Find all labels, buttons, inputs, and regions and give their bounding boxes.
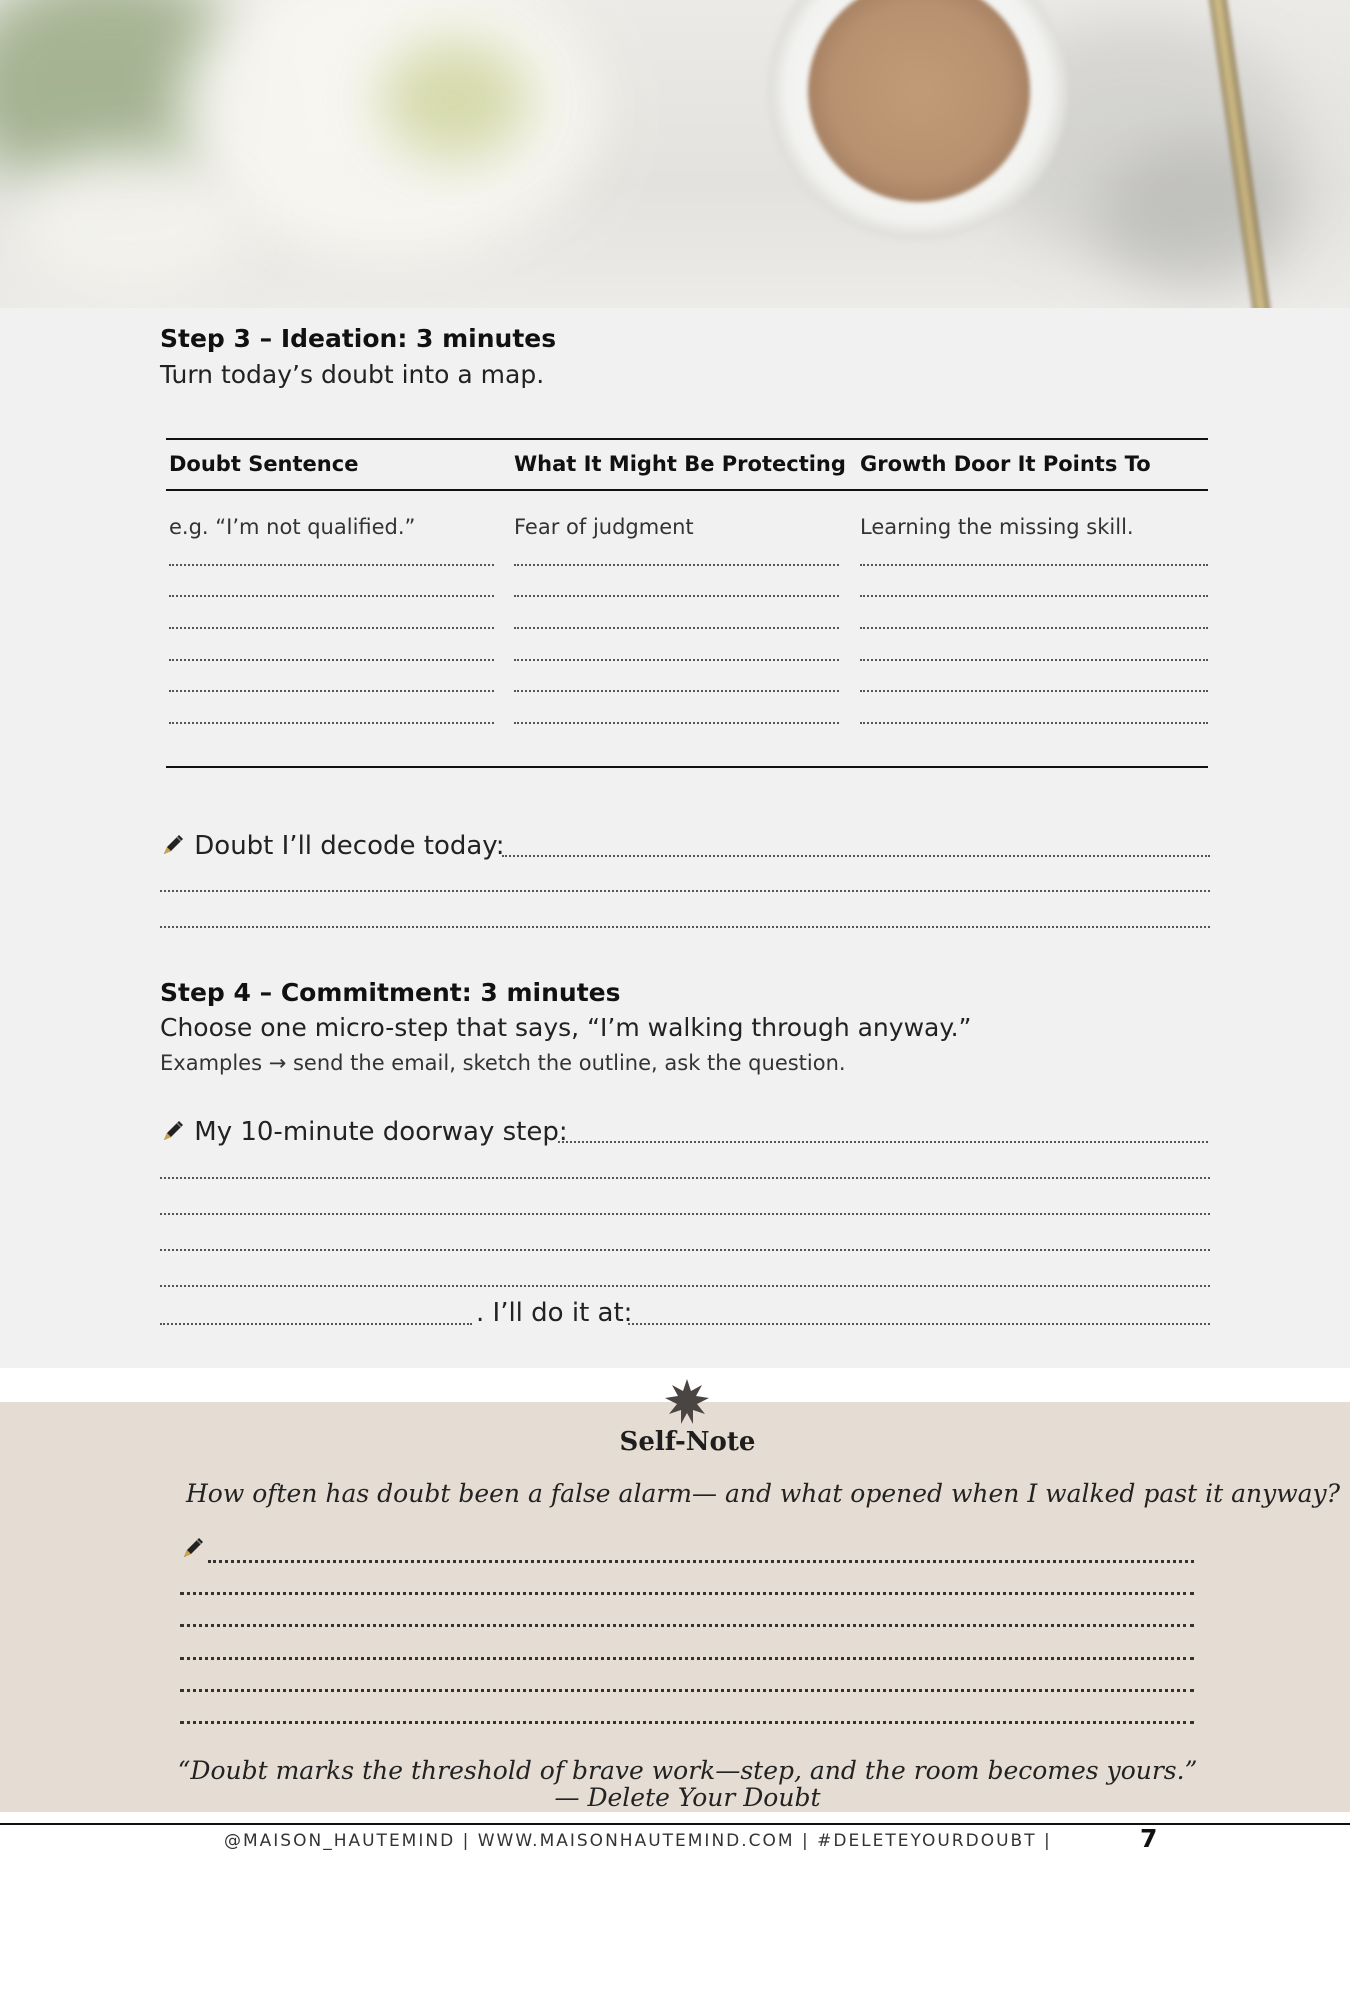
table-input-line[interactable] <box>169 595 494 597</box>
example-doubt: e.g. “I’m not qualified.” <box>169 515 416 539</box>
doorway-input-line-3[interactable] <box>160 1213 1210 1215</box>
header-doubt-sentence: Doubt Sentence <box>169 452 359 476</box>
table-input-line[interactable] <box>860 595 1208 597</box>
step4-title: Step 4 – Commitment: 3 minutes <box>160 978 621 1007</box>
table-input-line[interactable] <box>860 659 1208 661</box>
doorway-input-line-4[interactable] <box>160 1249 1210 1251</box>
table-input-line[interactable] <box>514 564 839 566</box>
footer-links: @MAISON_HAUTEMIND | WWW.MAISONHAUTEMIND.COM | #DELETEYOURDOUBT | <box>224 1831 1052 1851</box>
step4-subtitle: Choose one micro-step that says, “I’m walking through anyway.” <box>160 1013 972 1042</box>
doorway-input-line-1[interactable] <box>558 1141 1208 1143</box>
example-protecting: Fear of judgment <box>514 515 694 539</box>
step3-subtitle: Turn today’s doubt into a map. <box>160 360 545 389</box>
header-growth-door: Growth Door It Points To <box>860 452 1151 476</box>
table-input-line[interactable] <box>514 659 839 661</box>
header-protecting: What It Might Be Protecting <box>514 452 846 476</box>
doorway-field-label: My 10-minute doorway step: <box>160 1117 568 1147</box>
pen-icon <box>180 1535 206 1561</box>
table-input-line[interactable] <box>514 722 839 724</box>
table-input-line[interactable] <box>860 627 1208 629</box>
step4-examples: Examples → send the email, sketch the outline, ask the question. <box>160 1051 846 1075</box>
page-number: 7 <box>1140 1824 1158 1853</box>
quote-attribution: — Delete Your Doubt <box>554 1783 821 1812</box>
table-input-line[interactable] <box>514 690 839 692</box>
table-input-line[interactable] <box>169 690 494 692</box>
table-input-line[interactable] <box>860 722 1208 724</box>
table-input-line[interactable] <box>860 690 1208 692</box>
self-note-line-6[interactable] <box>180 1721 1194 1724</box>
pen-icon <box>160 832 186 858</box>
step3-title: Step 3 – Ideation: 3 minutes <box>160 324 557 353</box>
example-growth-door: Learning the missing skill. <box>860 515 1134 539</box>
decode-input-line-1[interactable] <box>502 855 1210 857</box>
decode-field-label: Doubt I’ll decode today: <box>160 831 505 861</box>
table-input-line[interactable] <box>169 627 494 629</box>
self-note-line-3[interactable] <box>180 1624 1194 1627</box>
doorway-input-line-6[interactable] <box>160 1323 472 1325</box>
doorway-input-line-2[interactable] <box>160 1177 1210 1179</box>
table-input-line[interactable] <box>169 722 494 724</box>
table-input-line[interactable] <box>514 595 839 597</box>
star-burst-icon <box>664 1378 710 1426</box>
self-note-prompt: How often has doubt been a false alarm— and what opened when I walked past it anyway? <box>186 1479 1341 1508</box>
table-input-line[interactable] <box>169 659 494 661</box>
pen-icon <box>160 1118 186 1144</box>
do-it-at-input-line[interactable] <box>628 1323 1210 1325</box>
self-note-line-1[interactable] <box>208 1560 1194 1563</box>
self-note-line-2[interactable] <box>180 1592 1194 1595</box>
self-note-line-4[interactable] <box>180 1657 1194 1660</box>
table-input-line[interactable] <box>169 564 494 566</box>
closing-quote: “Doubt marks the threshold of brave work—step, and the room becomes yours.” <box>177 1756 1198 1785</box>
do-it-at-label: . I’ll do it at: <box>476 1298 633 1328</box>
table-input-line[interactable] <box>860 564 1208 566</box>
decode-input-line-2[interactable] <box>160 890 1210 892</box>
hero-photo <box>0 0 1350 308</box>
doorway-input-line-5[interactable] <box>160 1285 1210 1287</box>
decode-input-line-3[interactable] <box>160 926 1210 928</box>
self-note-title: Self-Note <box>619 1427 756 1457</box>
self-note-section <box>0 1402 1350 1812</box>
table-input-line[interactable] <box>514 627 839 629</box>
self-note-line-5[interactable] <box>180 1689 1194 1692</box>
